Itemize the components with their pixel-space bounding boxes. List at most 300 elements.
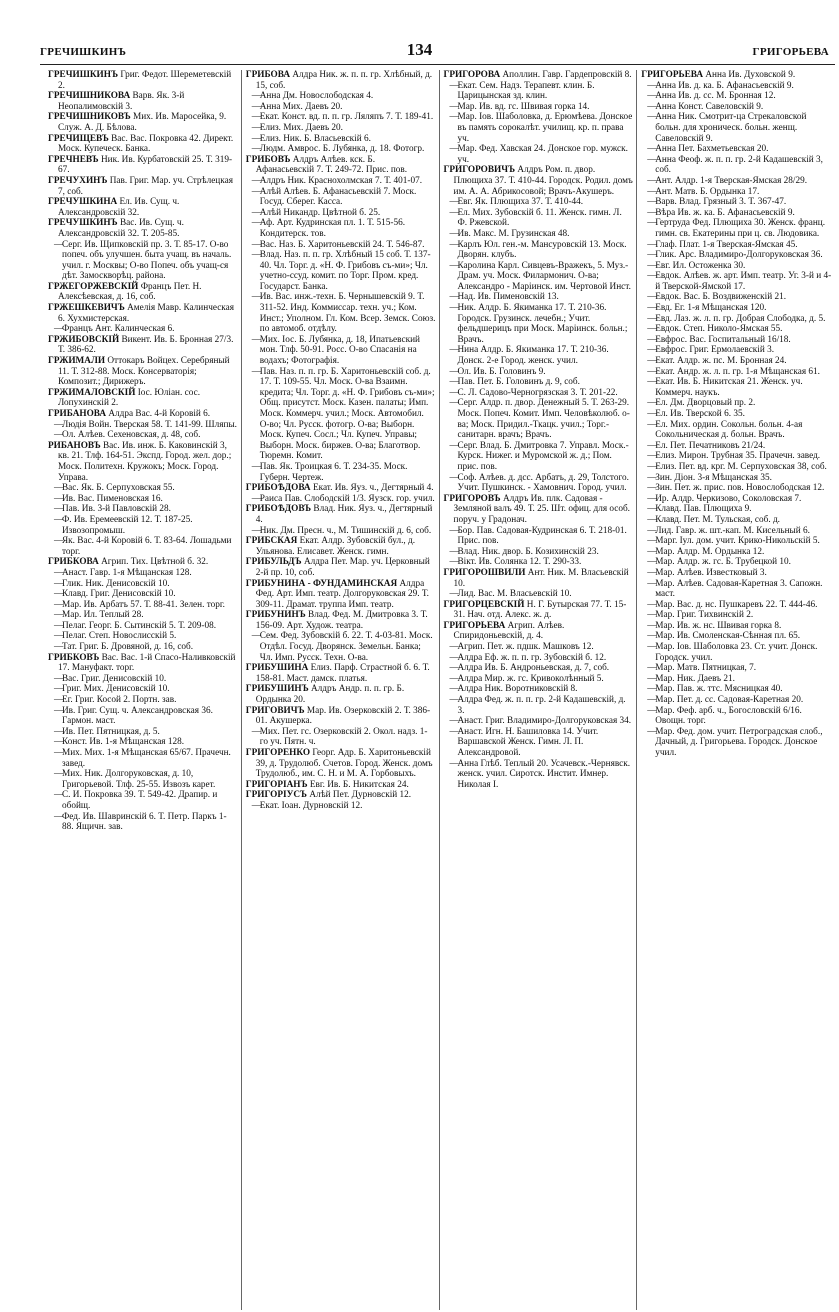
entry-text: Евд. Ег. 1-я Мѣщанская 120. [655,303,767,314]
ditto-dash: — [54,642,64,653]
ditto-dash: — [251,133,261,144]
ditto-dash: — [647,631,657,642]
directory-entry [246,335,436,367]
ditto-dash: — [449,292,459,303]
directory-entry [444,684,634,695]
entry-text: Елиз. Мирон. Трубная 35. Прачечн. завед. [655,451,821,462]
ditto-dash: — [647,578,657,589]
ditto-dash: — [647,504,657,515]
ditto-dash: — [647,536,657,547]
directory-entry [641,621,832,632]
surname: ГРИГОРІУСЪ [245,790,308,801]
directory-entry [444,695,634,716]
directory-entry [444,70,634,81]
ditto-dash: — [251,334,261,345]
entry-text: Ник. Алдр. Б. Якиманка 17. Т. 210-36. Городск. Грузинск. лечебн.; Учит. фельдшерицъ при Моск. Маріинск. больн.; Врачъ. [457,303,628,345]
directory-entry [641,462,832,473]
directory-entry [48,695,238,706]
entry-text: Григ. Мих. Денисовскій 10. [62,684,170,695]
ditto-dash: — [449,546,459,557]
directory-entry [48,600,238,611]
directory-entry [444,759,634,791]
ditto-dash: — [251,726,261,737]
directory-columns [44,70,835,1310]
directory-entry [641,314,832,325]
directory-entry [246,176,436,187]
surname: ГРЕЧИШНИКОВЪ [48,112,131,123]
entry-text: Ант. Ник. М. Власьевскій 10. [453,567,629,589]
directory-entry [641,483,832,494]
ditto-dash: — [54,684,64,695]
ditto-dash: — [54,695,64,706]
surname: ГРИГОРІАНЪ [245,779,308,790]
ditto-dash: — [54,493,64,504]
surname: ГРИГОРОВА [443,70,501,80]
entry-text: С. Л. Садово-Черногрязская 3. Т. 201-22. [457,387,618,398]
entry-text: Іос. Юліан. сос. Лопухинскій 2. [58,387,201,409]
entry-text: Влад. Ник. Яуз. ч., Дегтярный 4. [255,504,433,525]
ditto-dash: — [251,250,261,261]
directory-entry [246,123,436,134]
ditto-dash: — [647,186,657,197]
directory-entry [246,748,436,780]
directory-entry [444,388,634,399]
directory-entry [246,780,436,791]
surname: ГРЕЧУШКИНА [48,197,118,208]
entry-text: Серг. Влад. Б. Дмитровка 7. Управл. Моск.-Курск. Нижег. и Муромской ж. д.; Пом. прис. пов. [457,440,629,472]
directory-entry [444,642,634,653]
directory-entry [641,684,832,695]
ditto-dash: — [449,673,459,684]
surname: ГРИБАНОВА [48,409,107,419]
entry-text: Алдръ Алѣев. кск. Б. Афанасьевскій 7. Т. 249-72. Прис. пов. [255,154,408,176]
entry-text: Влад. Фед. М. Дмитровка 3. Т. 156-09. Арт. Худож. театра. [255,610,428,631]
directory-entry [641,377,832,398]
ditto-dash: — [449,80,459,91]
directory-entry [641,706,832,727]
entry-text: Алдра Ник. Воротниковскій 8. [457,684,578,695]
entry-text: Ив. Макс. М. Грузинская 48. [457,228,570,239]
directory-entry [444,165,634,197]
entry-text: Викент. Ив. Б. Бронная 27/3. Т. 386-62. [58,334,234,356]
entry-text: Евдок. Алѣев. ж. арт. Имп. театр. Уг. 3-й и 4-й Тверской-Ямской 17. [655,271,832,292]
ditto-dash: — [647,101,657,112]
entry-text: Мих. Ник. Долгоруковская, д. 10, Григорьевой. Тлф. 25-55. Извозъ карет. [62,769,216,790]
directory-entry [641,112,832,144]
ditto-dash: — [449,398,459,409]
entry-text: Ел. Дм. Дворцовый пр. 2. [655,398,756,409]
ditto-dash: — [54,536,64,547]
entry-text: Ег. Григ. Косой 2. Портн. зав. [62,695,177,706]
directory-entry [48,589,238,600]
directory-entry [48,674,238,685]
ditto-dash: — [449,642,459,653]
directory-entry [444,727,634,759]
ditto-dash: — [647,112,657,123]
directory-entry [246,112,436,123]
ditto-dash: — [449,207,459,218]
directory-entry [246,250,436,292]
ditto-dash: — [647,377,657,388]
entry-text: Пав. Ив. 3-й Павловскій 28. [62,504,171,515]
entry-text: Ант. Матв. Б. Ордынка 17. [655,186,760,197]
directory-entry [641,208,832,219]
ditto-dash: — [647,440,657,451]
entry-text: Мар. Алѣев. Садовая-Каретная 3. Сапожн. маст. [655,578,823,600]
entry-text: Серг. Алдр. п. двор. Денежный 5. Т. 263-29. Моск. Попеч. Комит. Имп. Человѣколюб. о-ва; Моск. Придил.-Ткацк. учил.; Торг.-санитарн. врачъ; Врачъ. [457,398,630,441]
directory-entry [641,367,832,378]
ditto-dash: — [449,260,459,271]
surname: ГРИГОРЬЕВА [443,620,506,631]
entry-text: Анна Ив. д. сс. М. Бронная 12. [655,91,776,102]
directory-entry [641,441,832,452]
entry-text: Глик. Арс. Владимиро-Долгоруковская 36. [655,250,823,261]
ditto-dash: — [449,758,459,769]
surname: ГРИГОРОВИЧЪ [443,165,516,176]
surname: ГРИГОРОВЪ [443,493,501,504]
ditto-dash: — [647,610,657,621]
ditto-dash: — [54,737,64,748]
directory-entry [641,600,832,611]
directory-entry [444,589,634,600]
directory-entry [444,208,634,229]
surname: ГРИБСКАЯ [245,536,298,547]
ditto-dash: — [647,366,657,377]
entry-text: Мар. Алдр. М. Ордынка 12. [655,546,765,557]
directory-entry [444,557,634,568]
entry-text: Алдра Ник. ж. п. п. гр. Хлѣбный, д. 15, соб. [255,70,433,91]
entry-text: Карлъ Юл. ген.-м. Мансуровскій 13. Моск. Дворян. клубъ. [457,239,627,261]
ditto-dash: — [647,472,657,483]
ditto-dash: — [54,705,64,716]
directory-entry [246,292,436,334]
directory-entry [641,345,832,356]
directory-entry [641,579,832,600]
ditto-dash: — [647,250,657,261]
entry-text: Мар. Ил. Теплый 28. [62,610,144,621]
entry-text: Людм. Амврос. Б. Лубянка, д. 18. Фотогр. [259,144,425,155]
entry-text: Фед. Ив. Шавринскій 6. Т. Петр. Паркъ 1-88. Ящичн. зав. [62,811,227,833]
directory-entry [246,218,436,239]
directory-entry [246,208,436,219]
surname: ГРЕЧИЩЕВЪ [48,133,109,144]
ditto-dash: — [251,292,261,303]
ditto-dash: — [54,430,64,441]
entry-text: Мих. Мих. 1-я Мѣщанская 65/67. Прачечн. завед. [62,748,231,769]
entry-text: Евдок. Вас. Б. Воздвиженскій 21. [655,292,787,303]
entry-text: Алдра Пет. Мар. уч. Церковный 2-й пр. 10, соб. [255,557,430,578]
ditto-dash: — [449,377,459,388]
ditto-dash: — [647,546,657,557]
directory-entry [48,356,238,388]
directory-entry [48,790,238,811]
entry-text: Мар. Ник. Даевъ 21. [655,673,735,684]
directory-entry [48,631,238,642]
entry-text: Мар. Ив. Смоленская-Сѣнная пл. 65. [655,631,801,642]
ditto-dash: — [647,271,657,282]
directory-entry [246,579,436,611]
directory-entry [48,197,238,218]
directory-entry [444,473,634,494]
ditto-dash: — [251,631,261,642]
surname: ГРИГОРОШВИЛИ [443,567,526,578]
entry-text: Пав. Григ. Мар. уч. Стрѣлецкая 7, соб. [58,175,233,197]
entry-text: Анаст. Гавр. 1-я Мѣщанская 128. [62,567,192,578]
entry-text: Влад. Ник. двор. Б. Козихинскій 23. [457,546,599,557]
directory-entry [48,579,238,590]
ditto-dash: — [647,684,657,695]
entry-text: Мар. Феф. арб. ч., Богословскій 6/16. Овощн. торг. [655,705,802,727]
surname: ГРЕЧУХИНЪ [48,175,108,186]
directory-entry [641,642,832,663]
ditto-dash: — [54,578,64,589]
directory-entry [641,187,832,198]
directory-entry [246,240,436,251]
running-head-left: ГРЕЧИШКИНЪ [40,46,127,58]
ditto-dash: — [449,144,459,155]
ditto-dash: — [647,91,657,102]
entry-text: Екат. Ив. Яуз. ч., Дегтярный 4. [312,483,434,494]
directory-entry [48,727,238,738]
entry-text: Елиз. Пет. вд. крг. М. Серпуховская 38, соб. [655,461,827,472]
entry-text: Ел. Ив. Тверской 6. 35. [655,409,745,419]
ditto-dash: — [54,726,64,737]
ditto-dash: — [251,122,261,133]
ditto-dash: — [647,557,657,568]
directory-entry [48,176,238,197]
entry-text: Алдра Ив. Б. Андроньевская, д. 7, соб. [457,663,610,674]
directory-entry [641,473,832,484]
directory-entry [246,134,436,145]
entry-text: Алдра Вас. 4-й Коровій 6. [108,409,211,419]
directory-entry [246,706,436,727]
surname: ГРЕЧУШКИНЪ [48,218,118,229]
entry-text: Клавд. Пав. Плющиха 9. [655,504,752,515]
entry-text: Анна Конст. Савеловскій 9. [655,101,764,112]
directory-entry [444,526,634,547]
ditto-dash: — [54,483,64,494]
ditto-dash: — [647,599,657,610]
entry-text: Евфрос. Вас. Госпитальный 16/18. [655,334,791,345]
ditto-dash: — [647,419,657,430]
entry-text: Алѣй Никандр. Цвѣтной б. 25. [259,207,381,218]
entry-text: Ив. Вас. инж.-техн. Б. Чернышевскій 9. Т. 311-52. Инд. Коммиссар. техн. уч.; Ком. Инст.; Уполном. Гл. Ком. Всер. Земск. Союз. по автомоб. отдѣлу. [259,292,436,335]
ditto-dash: — [647,705,657,716]
surname: ГРИБУШИНЪ [245,684,309,695]
entry-text: Вас. Ив. инж. Б. Каковинскій 3, кв. 21. Тлф. 164-51. Экспд. Город. жел. дор.; Моск. Политехн. Кружокъ; Моск. Город. Управа. [58,440,232,483]
entry-text: Анна Ник. Смотрит-ца Стрекаловской больн. для хроническ. больн. женщ. Савеловскій 9. [655,112,807,144]
directory-entry [444,144,634,165]
entry-text: Францъ Пет. Н. Алексѣевская, д. 16, соб. [58,281,202,303]
entry-text: Анна Ив. д. ка. Б. Афанасьевскій 9. [655,80,794,91]
ditto-dash: — [647,620,657,631]
ditto-dash: — [449,101,459,112]
directory-entry [641,536,832,547]
directory-entry [444,621,634,642]
surname: ГРЖИБОВСКІЙ [48,334,120,345]
directory-entry [48,536,238,557]
entry-text: Агрип. Алѣев. Спиридоньевскій, д. 4. [453,620,565,642]
ditto-dash: — [449,525,459,536]
directory-entry [641,261,832,272]
ditto-dash: — [251,207,261,218]
ditto-dash: — [647,345,657,356]
directory-entry [641,102,832,113]
ditto-dash: — [54,790,64,801]
entry-text: Н. Г. Бутырская 77. Т. 15-31. Нач. отд. Алекс. ж. д. [453,599,627,621]
directory-entry [48,430,238,441]
directory-entry [641,568,832,579]
entry-text: Мар. Іов. Шаболовка, д. Ерюмѣева. Донское въ память сорокалѣт. училищ. кр. п. права уч. [457,112,633,144]
ditto-dash: — [647,461,657,472]
entry-text: Анна Глѣб. Теплый 20. Усачевск.-Чернявск. женск. учил. Сиротск. Инстит. Имнер. Николая І. [457,758,631,790]
directory-entry [48,134,238,155]
ditto-dash: — [449,695,459,706]
entry-text: Серг. Ив. Щипковскій пр. 3. Т. 85-17. О-во попеч. объ улучшен. быта учащ. въ началь. учил. г. Москвы; О-во Попеч. объ учащ-ся дѣт. Замоскворѣц. района. [62,239,232,282]
ditto-dash: — [449,557,459,568]
ditto-dash: — [449,684,459,695]
entry-text: Екат. Конст. вд. п. п. гр. Ляляпъ 7. Т. 189-41. [259,112,434,123]
entry-text: Алдръ Ром. п. двор. Плющиха 37. Т. 410-44. Городск. Родил. домъ им. А. А. Абрикосовой; Врачъ-Акушеръ. [453,165,633,197]
directory-entry [48,642,238,653]
directory-entry [48,91,238,112]
entry-text: Оттокаръ Войцех. Серебряный 11. Т. 312-88. Моск. Консерваторія; Композит.; Дирижеръ. [58,356,230,388]
ditto-dash: — [647,207,657,218]
ditto-dash: — [647,175,657,186]
ditto-dash: — [449,716,459,727]
entry-text: Ел. Мих. ордин. Сокольн. больн. 4-ая Сокольническая д. больн. Врачъ. [655,419,803,441]
ditto-dash: — [251,366,261,377]
ditto-dash: — [54,610,64,621]
surname: ГРИБУНИНЪ [245,610,306,621]
ditto-dash: — [449,303,459,314]
directory-entry [444,81,634,102]
entry-text: Алдра Фед. ж. п. п. гр. 2-й Кадашевскій, д. 3. [457,695,626,716]
directory-entry [444,653,634,664]
surname: ГРИБКОВЪ [48,652,100,663]
directory-entry [641,547,832,558]
ditto-dash: — [251,493,261,504]
directory-entry [246,631,436,663]
surname: ГРЕЧИШКИНЪ [48,70,119,80]
entry-text: Алѣй Алѣев. Б. Афанасьевскій 7. Моск. Госуд. Сберег. Касса. [259,186,417,208]
entry-text: Ф. Ив. Еремеевскій 12. Т. 187-25. Извозопромыш. [62,514,193,536]
directory-entry [48,441,238,483]
entry-text: Григ. Федот. Шереметевскій 2. [58,70,232,91]
ditto-dash: — [647,726,657,737]
ditto-dash: — [54,419,64,430]
surname: ГРЖЕГОРЖЕВСКІЙ [48,281,139,292]
directory-entry [641,176,832,187]
ditto-dash: — [647,409,657,419]
ditto-dash: — [449,440,459,451]
ditto-dash: — [449,663,459,674]
entry-text: Пав. Пет. Б. Головинъ д. 9, соб. [457,377,580,388]
ditto-dash: — [449,239,459,250]
surname: ГРИГОРЬЕВА [641,70,704,80]
directory-entry [246,801,436,812]
directory-entry [48,748,238,769]
surname: ГРИГОРЦЕВСКІЙ [443,599,525,610]
entry-text: Пелаг. Георг. Б. Сытинскій 5. Т. 209-08. [62,620,217,631]
ditto-dash: — [647,673,657,684]
entry-text: Аф. Арт. Кудринская пл. 1. Т. 515-56. Кондитерск. тов. [259,218,406,239]
entry-text: Вікт. Ив. Солянка 12. Т. 290-33. [457,557,582,568]
ditto-dash: — [449,197,459,208]
entry-text: Соф. Алѣев. д. дсс. Арбатъ, д. 29, Толстого. Учит. Пушкинск. - Хамовнич. Город. учил. [457,472,629,494]
ditto-dash: — [647,695,657,706]
ditto-dash: — [647,218,657,229]
entry-text: Ел. Пет. Печатниковъ 21/24. [655,440,766,451]
entry-text: Раиса Пав. Слободскій 1/3. Яузск. гор. учил. [259,493,435,504]
directory-entry [246,483,436,494]
surname: ГРИБОѢДОВЪ [245,504,312,515]
directory-entry [48,303,238,324]
directory-entry [48,706,238,727]
ditto-dash: — [647,239,657,250]
directory-entry [641,81,832,92]
entry-text: Агрип. Пет. ж. пдшк. Машковъ 12. [457,642,594,653]
directory-entry [48,684,238,695]
directory-entry [444,197,634,208]
ditto-dash: — [647,334,657,345]
ditto-dash: — [647,451,657,462]
entry-text: Варв. Як. 3-й Неопалимовскій 3. [58,91,185,112]
entry-text: Анна Феоф. ж. п. п. гр. 2-й Кадашевскій 3, соб. [655,154,823,176]
directory-entry [246,727,436,748]
ditto-dash: — [251,186,261,197]
entry-text: Варв. Влад. Грязный 3. Т. 367-47. [655,197,787,208]
directory-entry [641,398,832,409]
entry-text: Зин. Пет. ж. прис. пов. Новослободская 12. [655,483,825,494]
surname: РИБАНОВЪ [48,440,101,451]
entry-text: Мар. Пет. д. сс. Садовая-Каретная 20. [655,695,804,706]
directory-entry [641,557,832,568]
directory-entry [246,494,436,505]
surname: ГРИБУЛЬДЪ [245,557,302,568]
directory-entry [444,663,634,674]
ditto-dash: — [647,324,657,335]
entry-text: Вас. Наз. Б. Харитоньевскій 24. Т. 546-87. [259,239,425,250]
header-rule [40,64,835,65]
directory-entry [246,155,436,176]
entry-text: Амелія Мавр. Калинческая 6. Хухмистерская. [58,303,235,324]
entry-text: Анна Мих. Даевъ 20. [259,101,343,112]
ditto-dash: — [251,218,261,229]
surname: ГРЖИМАЛИ [48,356,106,367]
entry-text: Мих. Пет. гс. Озерковскій 2. Окол. надз. 1-го уч. Пятн. ч. [259,726,428,748]
entry-text: Мар. Фед. Хавская 24. Донское гор. мужск. уч. [457,144,628,165]
ditto-dash: — [647,493,657,504]
entry-text: Екат. Алдр. Зубовскій бул., д. Ульянова. Елисавет. Женск. гимн. [255,536,416,557]
directory-entry [641,144,832,155]
directory-entry [641,240,832,251]
directory-entry [48,483,238,494]
entry-text: Мар. Вас. д. нс. Пушкаревъ 22. Т. 444-46. [655,599,818,610]
directory-entry [246,684,436,705]
entry-text: Ол. Алѣев. Сехеновская, д. 48, соб. [62,430,201,441]
surname: ГРЖЕШКЕВИЧЪ [48,303,125,314]
entry-text: Мар. Алѣев. Известковый 3. [655,567,767,578]
directory-entry [641,494,832,505]
entry-text: Вас. Ив. Сущ. ч. Александровскій 32. Т. 205-85. [58,218,184,239]
ditto-dash: — [449,366,459,377]
ditto-dash: — [647,356,657,367]
entry-text: Вас. Як. Б. Серпуховская 55. [62,483,175,494]
entry-text: Лид. Гавр. ж. шт.-кап. М. Кисельный 6. [655,525,810,536]
ditto-dash: — [647,483,657,494]
directory-entry [246,462,436,483]
